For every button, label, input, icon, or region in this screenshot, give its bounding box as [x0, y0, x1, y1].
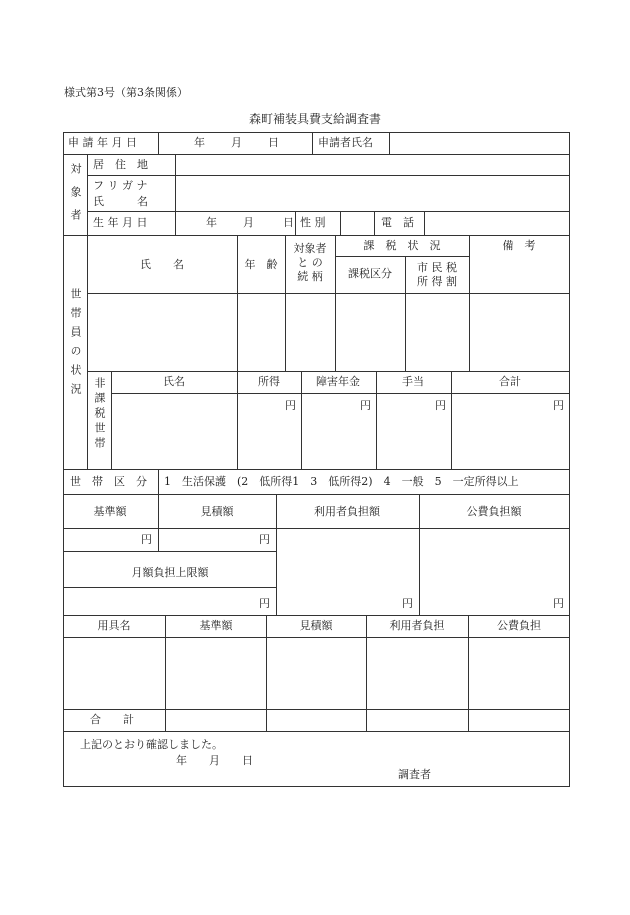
dob-label: 生 年 月 日 [93, 216, 148, 229]
applicant-name-field[interactable] [391, 134, 567, 153]
household-col-name: 氏 名 [140, 258, 184, 271]
household-col-relation-2: と の [297, 256, 323, 269]
phone-label: 電 話 [381, 216, 414, 229]
items-col-name: 用具名 [97, 619, 131, 632]
household-col-remarks: 備 考 [502, 239, 536, 252]
household-col-municipal-tax-1: 市 民 税 [417, 261, 457, 274]
total-yen: 円 [553, 399, 564, 412]
amounts-user-burden-label: 利用者負担額 [314, 505, 380, 518]
sex-label: 性 別 [300, 216, 326, 229]
amounts-estimate-label: 見積額 [200, 505, 234, 518]
non-taxable-col-allowance: 手当 [402, 375, 424, 388]
application-date-month: 月 [231, 136, 242, 149]
confirmation-text: 上記のとおり確認しました。 [80, 738, 223, 751]
household-class-label: 世 帯 区 分 [70, 475, 147, 488]
subject-name-label: 氏 名 [93, 195, 148, 208]
household-col-relation-1: 対象者 [293, 242, 327, 255]
items-col-estimate: 見積額 [299, 619, 333, 632]
monthly-cap-yen: 円 [259, 597, 270, 610]
applicant-name-label: 申請者氏名 [318, 136, 373, 149]
items-row[interactable] [65, 639, 567, 708]
household-row[interactable] [89, 295, 567, 370]
dob-month: 月 [243, 216, 254, 229]
confirmation-date: 年 月 日 [176, 754, 253, 767]
amounts-base-label: 基準額 [93, 505, 127, 518]
public-burden-yen: 円 [553, 597, 564, 610]
base-yen: 円 [141, 533, 152, 546]
non-taxable-section-label: 非課税世帯 [93, 377, 106, 452]
application-date-year: 年 [194, 136, 205, 149]
amounts-public-burden-label: 公費負担額 [466, 505, 522, 518]
items-total-label: 合 計 [90, 713, 134, 726]
document-title: 森町補装具費支給調査書 [248, 112, 381, 126]
household-class-options: 1 生活保護 (2 低所得1 3 低所得2) 4 一般 5 一定所得以上 [164, 475, 519, 488]
monthly-cap-label: 月額負担上限額 [131, 566, 209, 579]
household-section-label: 世帯員の状況 [69, 288, 82, 402]
dob-day: 日 [283, 216, 294, 229]
dob-year: 年 [206, 216, 217, 229]
allowance-yen: 円 [435, 399, 446, 412]
household-col-municipal-tax-2: 所 得 割 [417, 275, 457, 288]
subject-name-field[interactable] [177, 177, 567, 210]
household-col-tax-class: 課税区分 [348, 267, 392, 280]
phone-field[interactable] [426, 213, 567, 233]
non-taxable-col-income: 所得 [258, 375, 280, 388]
application-date-day: 日 [268, 136, 279, 149]
household-col-tax-status: 課 税 状 況 [363, 239, 441, 252]
address-label: 居 住 地 [93, 158, 148, 171]
furigana-label: フ リ ガ ナ [93, 179, 148, 192]
items-col-public: 公費負担 [497, 619, 541, 632]
non-taxable-col-name: 氏名 [163, 375, 185, 388]
form-number: 様式第3号（第3条関係） [64, 86, 188, 99]
application-date-label: 申 請 年 月 日 [68, 136, 137, 149]
user-burden-yen: 円 [402, 597, 413, 610]
household-col-age: 年 齢 [244, 258, 278, 271]
items-col-user: 利用者負担 [389, 619, 445, 632]
household-col-relation-3: 続 柄 [297, 270, 323, 283]
non-taxable-col-total: 合計 [499, 375, 521, 388]
address-field[interactable] [177, 156, 567, 174]
items-col-base: 基準額 [199, 619, 233, 632]
income-yen: 円 [285, 399, 296, 412]
subject-section-label: 対象者 [69, 163, 82, 232]
estimate-yen: 円 [259, 533, 270, 546]
pension-yen: 円 [360, 399, 371, 412]
investigator-label: 調査者 [398, 768, 431, 781]
non-taxable-col-pension: 障害年金 [316, 375, 360, 388]
